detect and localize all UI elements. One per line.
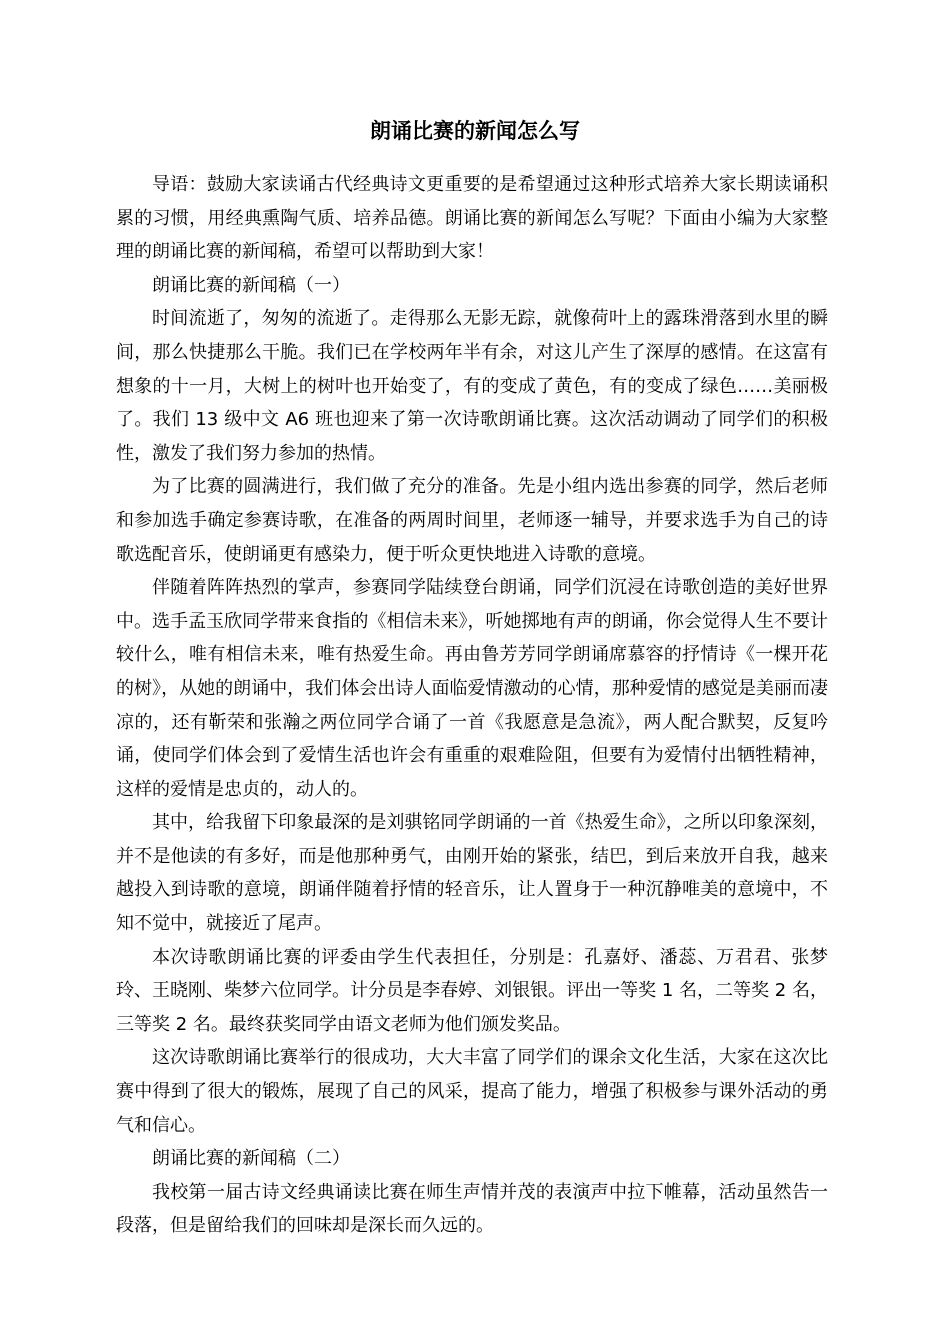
- intro-paragraph: 导语：鼓励大家读诵古代经典诗文更重要的是希望通过这种形式培养大家长期读诵积累的习惯，用经典熏陶气质、培养品德。朗诵比赛的新闻怎么写呢？下面由小编为大家整理的朗诵比赛的新闻稿，希望可以帮助到大家！: [116, 174, 828, 263]
- body-paragraph: 其中，给我留下印象最深的是刘骐铭同学朗诵的一首《热爱生命》，之所以印象深刻，并不是他读的有多好，而是他那种勇气，由刚开始的紧张，结巴，到后来放开自我，越来越投入到诗歌的意境，朗诵伴随着抒情的轻音乐，让人置身于一种沉静唯美的意境中，不知不觉中，就接近了尾声。: [116, 812, 828, 935]
- section-heading-2: 朗诵比赛的新闻稿（二）: [152, 1148, 350, 1170]
- body-paragraph: 本次诗歌朗诵比赛的评委由学生代表担任，分别是：孔嘉妤、潘蕊、万君君、张梦玲、王晓刚、柴梦六位同学。计分员是李春婷、刘银银。评出一等奖 1 名，二等奖 2 名，三等奖 2 名。最终获奖同学由语文老师为他们颁发奖品。: [116, 946, 828, 1035]
- document-body: [116, 168, 828, 1243]
- body-paragraph: 我校第一届古诗文经典诵读比赛在师生声情并茂的表演声中拉下帷幕，活动虽然告一段落，但是留给我们的回味却是深长而久远的。: [116, 1181, 828, 1237]
- body-paragraph: 伴随着阵阵热烈的掌声，参赛同学陆续登台朗诵，同学们沉浸在诗歌创造的美好世界中。选手孟玉欣同学带来食指的《相信未来》，听她掷地有声的朗诵，你会觉得人生不要计较什么，唯有相信未来，唯有热爱生命。再由鲁芳芳同学朗诵席慕容的抒情诗《一棵开花的树》，从她的朗诵中，我们体会出诗人面临爱情激动的心情，那种爱情的感觉是美丽而凄凉的，还有靳荣和张瀚之两位同学合诵了一首《我愿意是急流》，两人配合默契，反复吟诵，使同学们体会到了爱情生活也许会有重重的艰难险阻，但要有为爱情付出牺牲精神，这样的爱情是忠贞的，动人的。: [116, 577, 828, 800]
- body-paragraph: 这次诗歌朗诵比赛举行的很成功，大大丰富了同学们的课余文化生活，大家在这次比赛中得到了很大的锻炼，展现了自己的风采，提高了能力，增强了积极参与课外活动的勇气和信心。: [116, 1047, 828, 1136]
- document-title: 朗诵比赛的新闻怎么写: [370, 119, 580, 143]
- section-heading-1: 朗诵比赛的新闻稿（一）: [152, 274, 350, 296]
- body-paragraph: 为了比赛的圆满进行，我们做了充分的准备。先是小组内选出参赛的同学，然后老师和参加选手确定参赛诗歌，在准备的两周时间里，老师逐一辅导，并要求选手为自己的诗歌选配音乐，使朗诵更有感染力，便于听众更快地进入诗歌的意境。: [116, 476, 828, 565]
- body-paragraph: 时间流逝了，匆匆的流逝了。走得那么无影无踪，就像荷叶上的露珠滑落到水里的瞬间，那么快捷那么干脆。我们已在学校两年半有余，对这儿产生了深厚的感情。在这富有想象的十一月，大树上的树叶也开始变了，有的变成了黄色，有的变成了绿色……美丽极了。我们 13 级中文 A6 班也迎来了第一次诗歌朗诵比赛。这次活动调动了同学们的积极性，激发了我们努力参加的热情。: [116, 308, 828, 464]
